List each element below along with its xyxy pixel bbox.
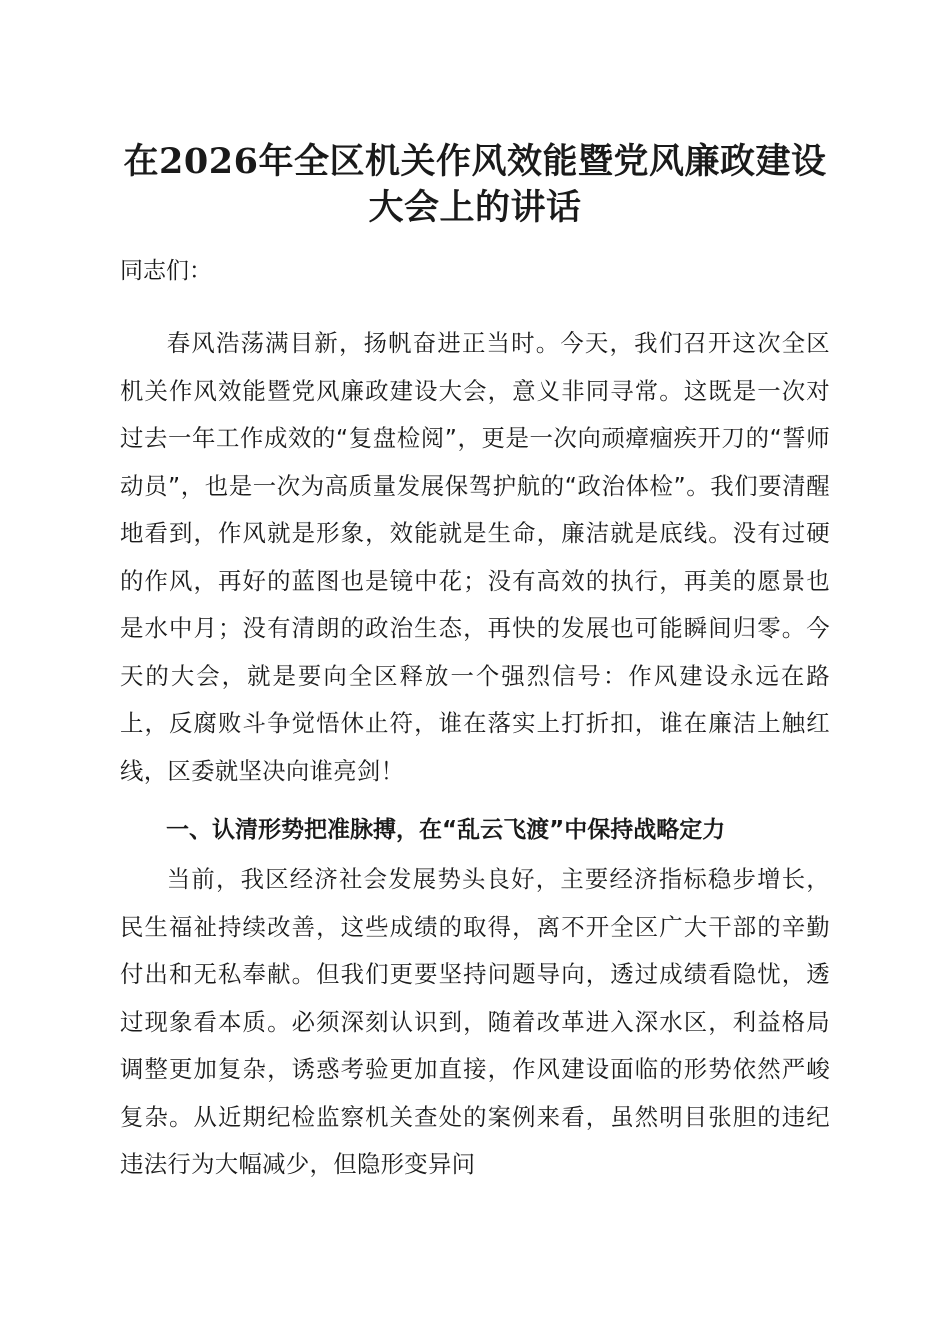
document-page [120,0,830,1344]
paragraph-opening: 春风浩荡满目新，扬帆奋进正当时。今天，我们召开这次全区机关作风效能暨党风廉政建设大会，意义非同寻常。这既是一次对过去一年工作成效的“复盘检阅”，更是一次向顽瘴痼疾开刀的“誓师动员”，也是一次为高质量发展保驾护航的“政治体检”。我们要清醒地看到，作风就是形象，效能就是生命，廉洁就是底线。没有过硬的作风，再好的蓝图也是镜中花；没有高效的执行，再美的愿景也是水中月；没有清朗的政治生态，再快的发展也可能瞬间归零。今天的大会，就是要向全区释放一个强烈信号：作风建设永远在路上，反腐败斗争觉悟休止符，谁在落实上打折扣，谁在廉洁上触红线，区委就坚决向谁亮剑！ [120,329,830,785]
document-title-line-1: 在2026年全区机关作风效能暨党风廉政建设 [123,141,827,182]
section-heading-1: 一、认清形势把准脉搏，在“乱云飞渡”中保持战略定力 [166,817,726,843]
paragraph-section-1: 当前，我区经济社会发展势头良好，主要经济指标稳步增长，民生福祉持续改善，这些成绩的取得，离不开全区广大干部的辛勤付出和无私奉献。但我们更要坚持问题导向，透过成绩看隐忧，透过现象看本质。必须深刻认识到，随着改革进入深水区，利益格局调整更加复杂，诱惑考验更加直接，作风建设面临的形势依然严峻复杂。从近期纪检监察机关查处的案例来看，虽然明目张胆的违纪违法行为大幅减少，但隐形变异问 [120,865,830,1178]
salutation: 同志们： [120,258,212,284]
document-title-line-2: 大会上的讲话 [368,187,582,228]
